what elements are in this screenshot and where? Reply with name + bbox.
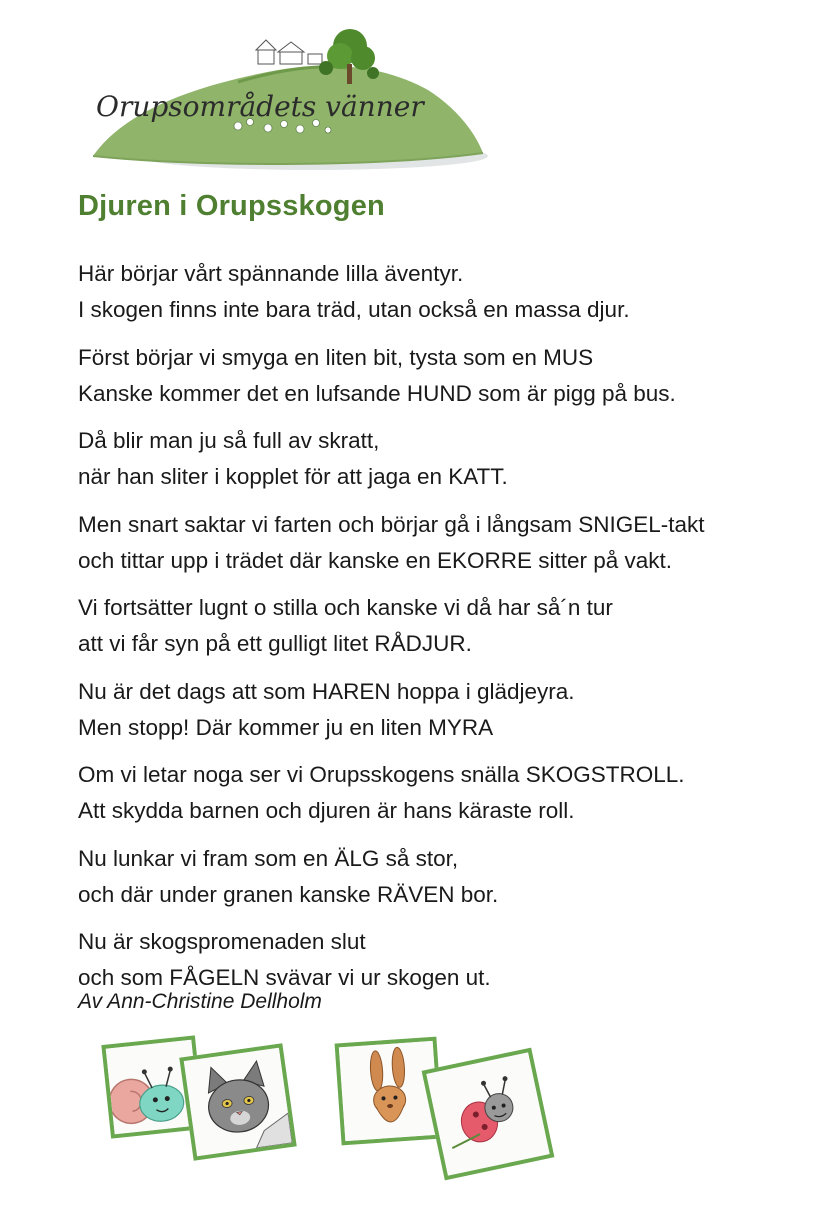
logo-text: Orupsområdets vänner	[96, 90, 424, 123]
poem-line: att vi får syn på ett gulligt litet RÅDJUR.	[78, 631, 472, 656]
poem-line: I skogen finns inte bara träd, utan också en massa djur.	[78, 297, 630, 322]
stanza	[78, 340, 818, 412]
stanza	[78, 507, 818, 579]
poem-line: Om vi letar noga ser vi Orupsskogens snälla SKOGSTROLL.	[78, 762, 685, 787]
poem-line: Nu är skogspromenaden slut	[78, 929, 366, 954]
stanza	[78, 423, 818, 495]
poem-line: Här börjar vårt spännande lilla äventyr.	[78, 261, 464, 286]
poem-line: Nu lunkar vi fram som en ÄLG så stor,	[78, 845, 459, 871]
stanza	[78, 256, 818, 328]
stanza	[78, 590, 818, 662]
author: Av Ann-Christine Dellholm	[78, 990, 322, 1013]
cat-card	[179, 1043, 296, 1160]
poem-line: när han sliter i kopplet för att jaga en KATT.	[78, 464, 508, 489]
poem-line: och tittar upp i trädet där kanske en EKORRE sitter på vakt.	[78, 547, 673, 573]
ladybug-icon	[426, 1052, 549, 1175]
logo-illustration	[88, 28, 498, 173]
stanza	[78, 841, 818, 913]
poem-line: Vi fortsätter lugnt o stilla och kanske vi då har så´n tur	[78, 595, 613, 620]
hare-icon	[339, 1041, 439, 1141]
poem	[78, 256, 818, 1008]
poem-line: Men stopp! Där kommer ju en liten MYRA	[78, 714, 494, 740]
stanza	[78, 757, 818, 829]
poem-line: Kanske kommer det en lufsande HUND som är pigg på bus.	[78, 380, 676, 406]
poem-line: Nu är det dags att som HAREN hoppa i glädjeyra.	[78, 678, 575, 704]
stanza	[78, 924, 818, 996]
cat-icon	[184, 1048, 292, 1156]
poem-line: Att skydda barnen och djuren är hans käraste roll.	[78, 798, 575, 823]
poem-line: Först börjar vi smyga en liten bit, tysta som en MUS	[78, 344, 594, 370]
poem-line: Då blir man ju så full av skratt,	[78, 428, 380, 453]
poem-line: Men snart saktar vi farten och börjar gå i långsam SNIGEL-takt	[78, 511, 705, 537]
poem-line: och som FÅGELN svävar vi ur skogen ut.	[78, 965, 491, 990]
poem-line: och där under granen kanske RÄVEN bor.	[78, 881, 499, 907]
page-title: Djuren i Orupsskogen	[78, 190, 385, 222]
stanza	[78, 674, 818, 746]
ladybug-card	[422, 1048, 555, 1181]
logo	[88, 28, 498, 173]
